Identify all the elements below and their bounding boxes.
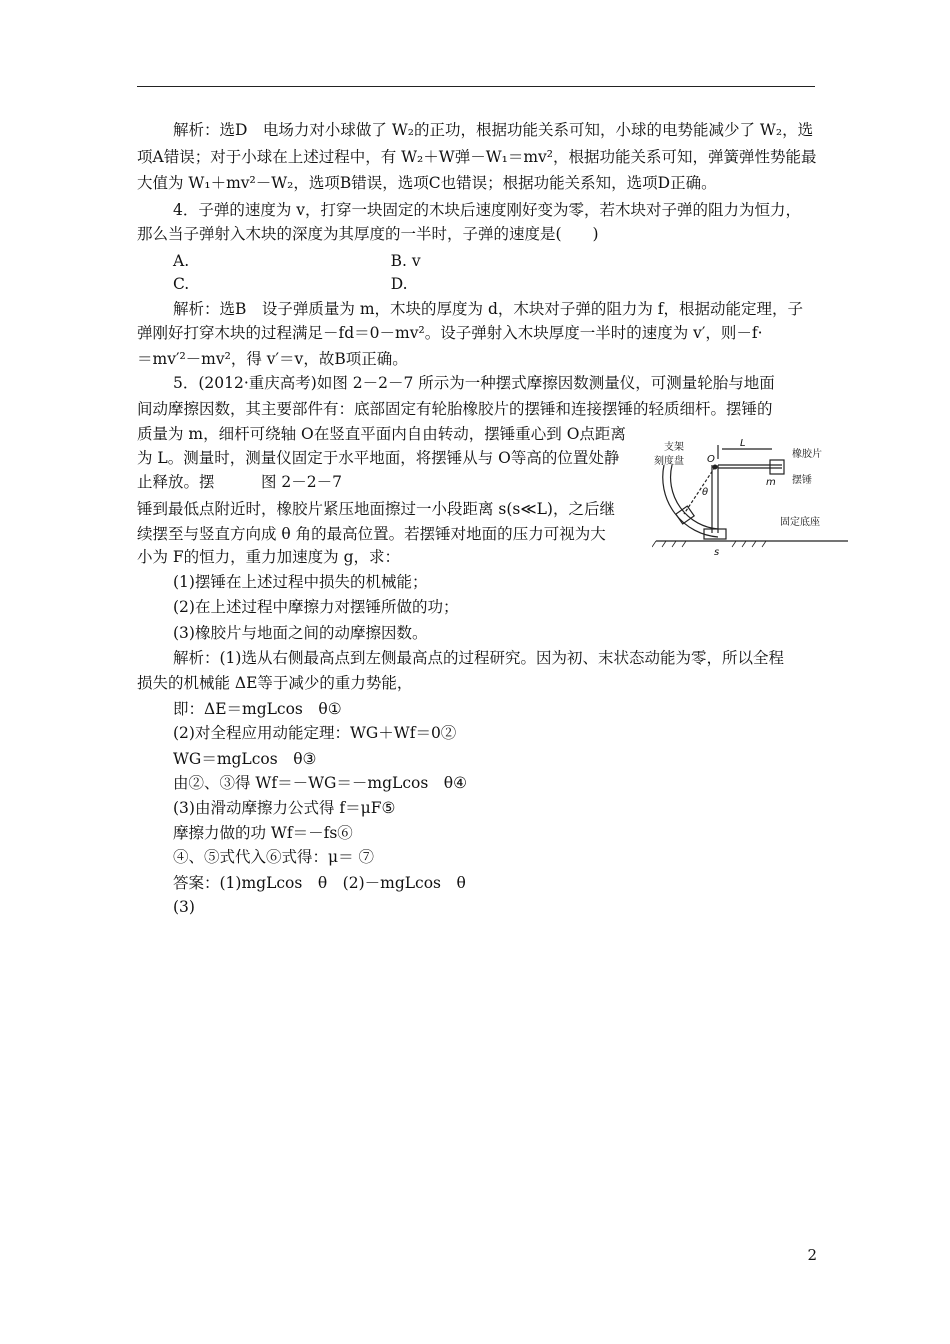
text-line: (3) [173,898,195,916]
text-line: 4．子弹的速度为 v，打穿一块固定的木块后速度刚好变为零，若木块对子弹的阻力为恒力， [173,201,802,219]
label-pivot: O [707,454,715,465]
text-line: 答案：(1)mgLcos θ (2)－mgLcos θ [173,874,466,892]
text-line: 为 L。测量时，测量仪固定于水平地面，将摆锤从与 O等高的位置处静 [137,449,620,467]
label-hammer: 摆锤 [792,475,812,486]
text-line: 即：ΔE＝mgLcos θ① [173,700,342,718]
pendulum-friction-tester-figure [652,437,848,557]
text-line: 项A错误；对于小球在上述过程中，有 W₂＋W弹－W₁＝mv²，根据功能关系可知，弹簧弹性势能最 [137,148,817,166]
text-line: 续摆至与竖直方向成 θ 角的最高位置。若摆锤对地面的压力可视为大 [137,525,606,543]
text-line: 锤到最低点附近时，橡胶片紧压地面擦过一小段距离 s(s≪L)，之后继 [137,500,615,518]
text-line: 5．(2012·重庆高考)如图 2－2－7 所示为一种摆式摩擦因数测量仪，可测量轮胎与地面 [173,374,775,392]
text-line: 小为 F的恒力，重力加速度为 g，求： [137,548,401,566]
label-distance: s [714,547,720,557]
text-line: 损失的机械能 ΔE等于减少的重力势能， [137,674,413,692]
label-length: L [740,438,746,449]
header-rule [137,86,815,87]
text-line: (2)对全程应用动能定理：WG＋Wf＝0② [173,724,457,742]
text-line: 解析：选B 设子弹质量为 m，木块的厚度为 d，木块对子弹的阻力为 f，根据动能定理，子 [173,300,804,318]
text-line: (3)橡胶片与地面之间的动摩擦因数。 [173,624,428,642]
swing-line [684,467,715,514]
text-line: 摩擦力做的功 Wf＝－fs⑥ [173,824,353,842]
text-line: 解析：选D 电场力对小球做了 W₂的正功，根据功能关系可知，小球的电势能减少了 W₂，选 [173,121,814,139]
text-line: A. B. v [173,252,421,270]
text-line: 间动摩擦因数，其主要部件有：底部固定有轮胎橡胶片的摆锤和连接摆锤的轻质细杆。摆锤的 [137,400,773,418]
hammer-head [770,460,784,474]
label-support: 支架 [664,442,684,453]
text-line: 止释放。摆 图 2－2－7 [137,473,343,491]
fixed-base [704,529,726,539]
text-line: 质量为 m，细杆可绕轴 O在竖直平面内自由转动，摆锤重心到 O点距离 [137,425,626,443]
label-base: 固定底座 [780,517,820,528]
text-line: (3)由滑动摩擦力公式得 f＝μF⑤ [173,799,396,817]
label-mass: m [766,477,776,488]
text-line: (2)在上述过程中摩擦力对摆锤所做的功； [173,598,459,616]
label-dial: 刻度盘 [654,456,684,467]
text-line: 大值为 W₁＋mv²－W₂，选项B错误，选项C也错误；根据功能关系知，选项D正确。 [137,174,717,192]
label-rubber: 橡胶片 [792,449,822,460]
label-angle: θ [702,487,709,498]
text-line: 由②、③得 Wf＝－WG＝－mgLcos θ④ [173,774,468,792]
text-line: 弹刚好打穿木块的过程满足－fd＝0－mv²。设子弹射入木块厚度一半时的速度为 v′，则－f· [137,324,763,342]
text-line: C. D. [173,275,408,293]
text-line: ＝mv′²－mv²，得 v′＝v，故B项正确。 [137,350,408,368]
text-line: WG＝mgLcos θ③ [173,750,317,768]
page-number: 2 [807,1246,817,1264]
text-line: 解析：(1)选从右侧最高点到左侧最高点的过程研究。因为初、末状态动能为零，所以全程 [173,649,784,667]
text-line: 那么当子弹射入木块的深度为其厚度的一半时，子弹的速度是( ) [137,225,599,243]
text-line: ④、⑤式代入⑥式得：μ＝ ⑦ [173,848,375,866]
text-line: (1)摆锤在上述过程中损失的机械能； [173,573,428,591]
